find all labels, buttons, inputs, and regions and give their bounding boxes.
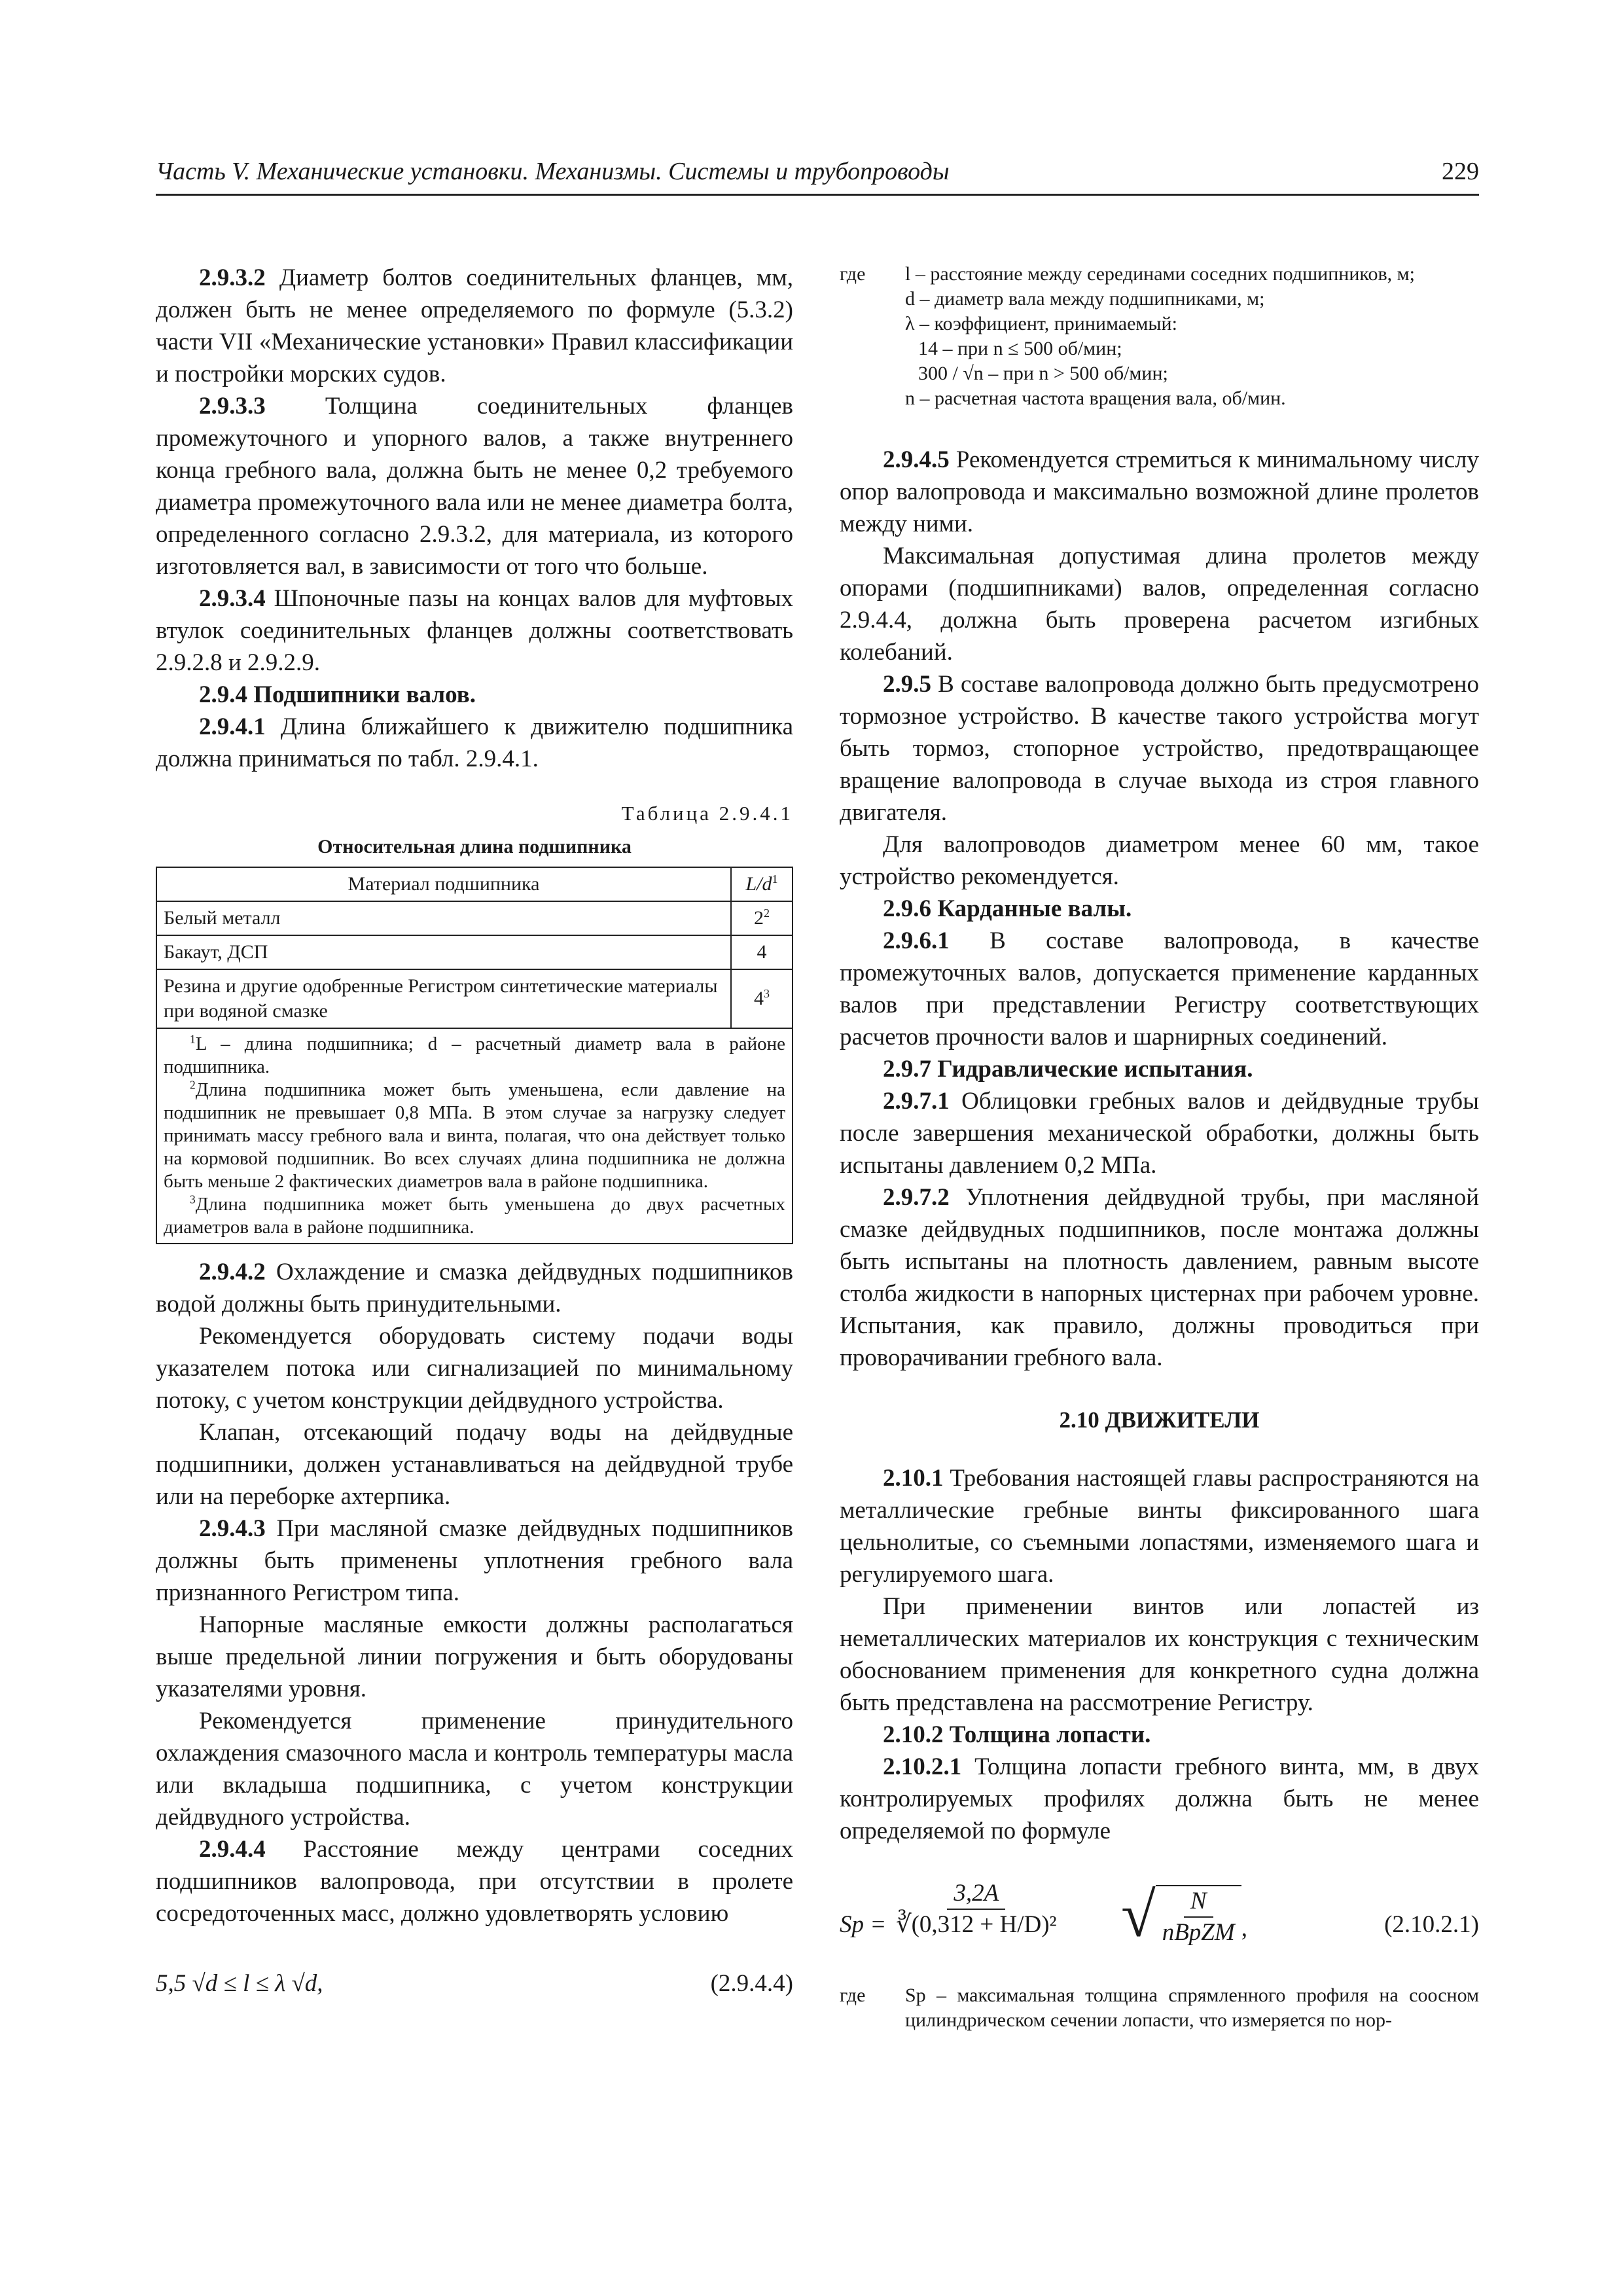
para-2.9.3.3: 2.9.3.3 Толщина соединительных фланцев промежуточного и упорного валов, а также внутреннего конца гребного вала, должна быть не менее 0,2 требуемого диаметра промежуточного вала или не менее диаметра болта, определенного согласно 2.9.3.2, для материала, из которого изготовляется вал, в зависимости от того что больше. [156, 393, 793, 580]
formula-number: (2.10.2.1) [1384, 1911, 1479, 1938]
formula-root: √ $\frac{N}{\text{nBpZM}}$ , [1121, 1880, 1247, 1950]
heading-2.9.4: 2.9.4 Подшипники валов. [199, 681, 476, 708]
table-row: Белый металл $2^2$ [156, 901, 793, 935]
formula-2.10.2.1 [840, 1876, 1479, 1974]
para-2.10.1: 2.10.1 Требования настоящей главы распространяются на металлические гребные винты фиксированного шага цельнолитые, со съемными лопастями, изменяемого шага и регулируемого шага. [840, 1465, 1479, 1588]
table-header-row [156, 867, 793, 901]
table-note-2: $^2$Длина подшипника может быть уменьшена, если давление на подшипник не превышает 0,8 МПа. В этом случае за нагрузку следует принимать массу гребного вала и винта, полагая, что она действует только на кормовой подшипник. Во всех случаях длина подшипника не должна быть меньше 2 фактических диаметров вала в районе подшипника. [164, 1078, 785, 1192]
paragraph: Напорные масляные емкости должны располагаться выше предельной линии погружения и быть оборудованы указателями уровня. [156, 1611, 793, 1702]
para-2.9.5: 2.9.5 В составе валопровода должно быть предусмотрено тормозное устройство. В качестве такого устройства могут быть тормоз, стопорное устройство, предотвращающее вращение валопровода в случае выхода из строя главного двигателя. [840, 671, 1479, 826]
variable-definitions: где l – расстояние между серединами соседних подшипников, м; d – диаметр вала между подшипниками, м; λ – коэффициент, принимаемый: 14 – при n ≤ 500 об/мин; 300 / √n – при n > 500 об/мин; n – расчетная частота вращения вала, об/мин. [840, 263, 1415, 409]
table-title: Относительная длина подшипника [317, 836, 632, 857]
page-number: 229 [1442, 158, 1479, 185]
paragraph: Клапан, отсекающий подачу воды на дейдвудные подшипники, должен устанавливаться на дейдвудной трубе или на переборке ахтерпика. [156, 1419, 793, 1510]
left-column [156, 262, 793, 2015]
formula-number: (2.9.4.4) [710, 1970, 793, 1997]
para-2.9.7.1: 2.9.7.1 Облицовки гребных валов и дейдвудные трубы после завершения механической обработки, должны быть испытаны давлением 0,2 МПа. [840, 1088, 1479, 1179]
para-2.9.4.2: 2.9.4.2 Охлаждение и смазка дейдвудных подшипников водой должны быть принудительными. [156, 1259, 793, 1318]
table-header-material: Материал подшипника [156, 867, 731, 901]
running-header-title: Часть V. Механические установки. Механизмы. Системы и трубопроводы [156, 158, 950, 185]
right-column [840, 262, 1479, 2033]
formula-definitions: где Sp – максимальная толщина спрямленного профиля на соосном цилиндрическом сечении лопасти, что измеряется по нор- [840, 1984, 1479, 2031]
formula-lhs: Sp = [840, 1911, 887, 1938]
para-2.9.4.5: 2.9.4.5 Рекомендуется стремиться к минимальному числу опор валопровода и максимально возможной длине пролетов между ними. [840, 446, 1479, 537]
formula-2.9.4.4 [156, 1962, 793, 2015]
formula-expression: 5,5 √d ≤ l ≤ λ √d, [156, 1970, 323, 1997]
heading-2.9.6: 2.9.6 Карданные валы. [883, 895, 1132, 922]
paragraph: Для валопроводов диаметром менее 60 мм, такое устройство рекомендуется. [840, 831, 1479, 890]
section-title-2.10: 2.10 ДВИЖИТЕЛИ [1059, 1407, 1260, 1433]
table-header-ratio: $L/d^1$ [731, 867, 793, 901]
para-2.9.4.1: 2.9.4.1 Длина ближайшего к движителю подшипника должна приниматься по табл. 2.9.4.1. [156, 713, 793, 772]
para-2.9.3.4: 2.9.3.4 Шпоночные пазы на концах валов для муфтовых втулок соединительных фланцев должны соответствовать 2.9.2.8 и 2.9.2.9. [156, 585, 793, 676]
para-2.9.4.3: 2.9.4.3 При масляной смазке дейдвудных подшипников должны быть применены уплотнения гребного вала признанного Регистром типа. [156, 1515, 793, 1606]
para-2.9.3.2: 2.9.3.2 Диаметр болтов соединительных фланцев, мм, должен быть не менее определяемого по формуле (5.3.2) части VII «Механические установки» Правил классификации и постройки морских судов. [156, 264, 793, 387]
para-2.9.7.2: 2.9.7.2 Уплотнения дейдвудной трубы, при масляной смазке дейдвудных подшипников, после монтажа должны быть испытаны на плотность давлением, равным высоте столба жидкости в напорных цистернах при рабочем уровне. Испытания, как правило, должны проводиться при проворачивании гребного вала. [840, 1184, 1479, 1371]
para-2.9.4.4: 2.9.4.4 Расстояние между центрами соседних подшипников валопровода, при отсутствии в пролете сосредоточенных масс, должно удовлетворять условию [156, 1836, 793, 1927]
table-row: Бакаут, ДСП 4 [156, 935, 793, 969]
heading-2.10.2: 2.10.2 Толщина лопасти. [883, 1721, 1151, 1748]
table-row: Резина и другие одобренные Регистром синтетические материалы при водяной смазке $4^3$ [156, 969, 793, 1028]
table-notes-row [156, 1028, 793, 1244]
table-note-1: $^1$L – длина подшипника; d – расчетный диаметр вала в районе подшипника. [164, 1032, 785, 1077]
bearing-length-table [156, 867, 793, 1244]
paragraph: При применении винтов или лопастей из неметаллических материалов их конструкция с техническим обоснованием применения для конкретного судна должна быть представлена на рассмотрение Регистру. [840, 1593, 1479, 1716]
heading-2.9.7: 2.9.7 Гидравлические испытания. [883, 1056, 1253, 1083]
paragraph: Рекомендуется применение принудительного охлаждения смазочного масла и контроль температуры масла или вкладыша подшипника, с учетом конструкции дейдвудного устройства. [156, 1708, 793, 1831]
table-label: Таблица 2.9.4.1 [621, 802, 793, 825]
header-rule [156, 194, 1479, 196]
paragraph: Рекомендуется оборудовать систему подачи воды указателем потока или сигнализацией по минимальному потоку, с учетом конструкции дейдвудного устройства. [156, 1323, 793, 1414]
para-2.10.2.1: 2.10.2.1 Толщина лопасти гребного винта, мм, в двух контролируемых профилях должна быть не менее определяемой по формуле [840, 1753, 1479, 1844]
formula-fraction: $\frac{3,2A}{\text{∛(0,312 + H/D)²}}$ [896, 1880, 1057, 1938]
table-note-3: $^3$Длина подшипника может быть уменьшена до двух расчетных диаметров вала в районе подшипника. [164, 1193, 785, 1238]
paragraph: Максимальная допустимая длина пролетов между опорами (подшипниками) валов, определенная согласно 2.9.4.4, должна быть проверена расчетом изгибных колебаний. [840, 543, 1479, 666]
para-2.9.6.1: 2.9.6.1 В составе валопровода, в качестве промежуточных валов, допускается применение карданных валов при представлении Регистру соответствующих расчетов прочности валов и шарнирных соединений. [840, 927, 1479, 1050]
